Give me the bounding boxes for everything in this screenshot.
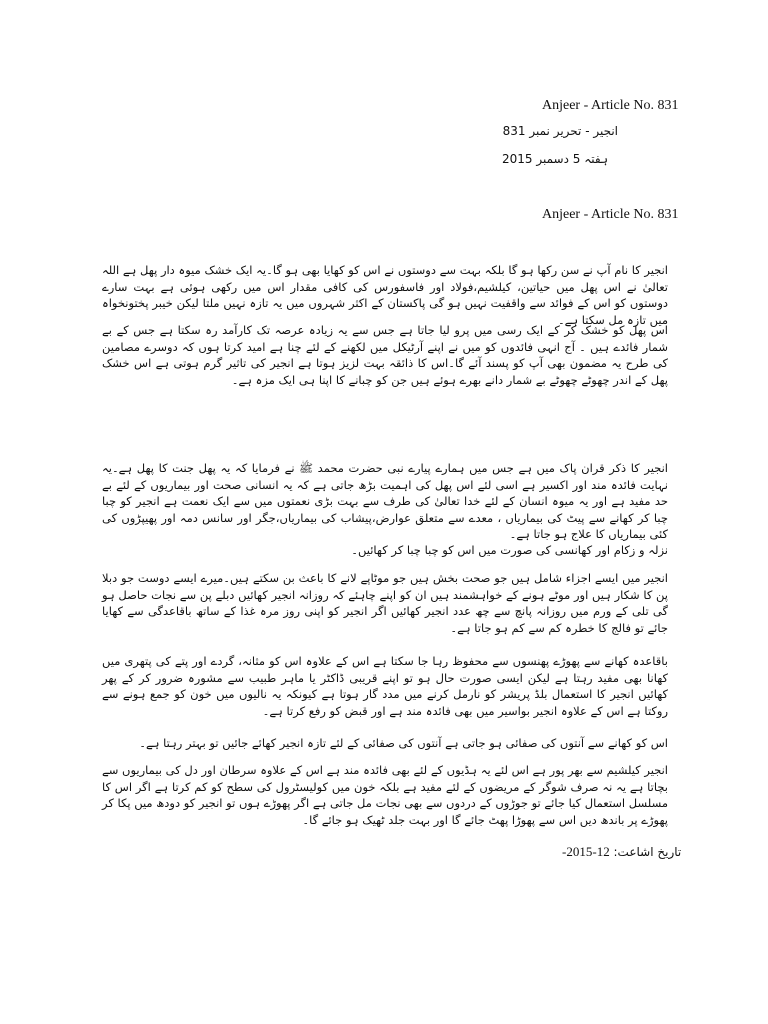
paragraph-2: اس پھل کو خشک کر کے ایک رسی میں پرو لیا جاتا ہے جس سے یہ زیادہ عرصہ تک کارآمد رہ سکتا ہے جس کے بے شمار فائدے ہیں ۔ آج انہی فائدوں کو میں نے اپنے آرٹیکل میں لکھنے کے لئے چنا ہے امید کرتا ہوں کہ دوسرے مصامین کی طرح یہ مضمون بھی آپ کو پسند آئے گا۔اس کا ذائقہ بہت لزیز ہوتا ہے انجیر کی تاثیر گرم ہوتی ہے اس خشک پھل کے اندر چھوٹے چھوٹے بے شمار دانے بھرے ہوئے ہیں جن کو چبانے کا اپنا ہی ایک مزہ ہے۔ <box>102 323 668 387</box>
publish-date-line <box>562 844 681 860</box>
paragraph-6: باقاعدہ کھانے سے پھوڑے پھنسوں سے محفوظ رہا جا سکتا ہے اس کے علاوہ اس کو مثانہ، گردے اور پتے کی پتھری میں کھانا بھی مفید رہتا ہے لیکن ایسی صورت حال ہو تو اپنے قریبی ڈاکٹر یا ماہر طبیب سے مشورہ ضرور کر کے پھر کھائیں انجیر کا استعمال بلڈ پریشر کو نارمل کرنے میں مدد گار ہوتا ہے کیونکہ یہ نالیوں میں خون کو جمع ہونے سے روکتا ہے اس کے علاوہ انجیر بواسیر میں بھی فائدہ مند ہے اور قبض کو رفع کرتا ہے۔ <box>102 654 668 718</box>
article-title-english: Anjeer - Article No. 831 <box>542 98 679 113</box>
article-title-english-repeat: Anjeer - Article No. 831 <box>542 207 679 222</box>
paragraph-5: انجیر میں ایسے اجزاء شامل ہیں جو صحت بخش ہیں جو موٹاپے لانے کا باعث بن سکتے ہیں۔میرے ایسے دوست جو دبلا پن کا شکار ہیں اور موٹے ہونے کے خواہشمند ہیں ان کو اپنے چاہئے کہ روزانہ انجیر کھائیں دبلے پن سے نجات حاصل ہو گی تلی کے ورم میں روزانہ پانچ سے چھ عدد انجیر کھائیں اگر انجیر کو اپنی روز مرہ غذا کے ساتھ باقاعدگی سے کھایا جائے تو فالج کا خطرہ کم سے کم ہو جاتا ہے۔ <box>102 571 668 635</box>
publish-label: تاریخ اشاعت: <box>613 845 682 859</box>
paragraph-1: انجیر کا نام آپ نے سن رکھا ہو گا بلکہ بہت سے دوستوں نے اس کو کھایا بھی ہو گا۔یہ ایک خشک میوہ دار پھل ہے اللہ تعالیٰ نے اس پھل میں حیاتین، کیلشیم،فولاد اور فاسفورس کی کافی مقدار اس میں رکھی ہوئی ہے بہت سارے دوستوں کو اس کے فوائد سے واقفیت نہیں ہو گی پاکستان کے اکثر شہروں میں یہ تازہ نہیں ملتا لیکن خیبر پختونخواہ میں تازہ مل سکتا ہے۔ <box>102 263 668 327</box>
publish-date: 12-2015- <box>562 844 610 859</box>
paragraph-4: نزلہ و زکام اور کھانسی کی صورت میں اس کو چبا چبا کر کھائیں۔ <box>351 543 668 557</box>
paragraph-3: انجیر کا ذکر قران پاک میں ہے جس میں ہمارے پیارے نبی حضرت محمد ﷺ نے فرمایا کہ یہ پھل جنت کا پھل ہے۔یہ نہایت فائدہ مند اور اکسیر ہے اسی لئے اس پھل کی اہمیت بڑھ جاتی ہے کہ یہ انسانی صحت اور بیماریوں کے لئے بے حد مفید ہے اور یہ میوہ انسان کے لئے خدا تعالیٰ کی طرف سے بہت بڑی نعمتوں میں سے ایک نعمت ہے انجیر کو چبا چبا کر کھانے سے پیٹ کی بیماریاں ، معدے سے متعلق عوارض،پیشاب کی بیماریاں،جگر اور سانس دمہ اور پھیپڑوں کی کئی بیماریاں کا علاج ہو جاتا ہے۔ <box>102 461 668 541</box>
paragraph-7: اس کو کھانے سے آنتوں کی صفائی ہو جاتی ہے آنتوں کی صفائی کے لئے تازہ انجیر کھائے جائیں تو بہتر رہتا ہے۔ <box>139 736 668 750</box>
article-title-urdu: انجیر - تحریر نمبر 831 <box>502 124 618 138</box>
article-date: ہفتہ 5 دسمبر 2015 <box>502 152 608 166</box>
paragraph-8: انجیر کیلشیم سے بھر پور ہے اس لئے یہ ہڈیوں کے لئے بھی فائدہ مند ہے اس کے علاوہ سرطان اور دل کی بیماریوں سے بچاتا ہے یہ نہ صرف شوگر کے مریضوں کے لئے مفید ہے بلکہ خون میں کولیسٹرول کی سطح کو کم کرتا ہے اگر اس کا مسلسل استعمال کیا جائے تو جوڑوں کے دردوں سے بھی نجات مل جاتی ہے اگر پھوڑے ہوں تو انجیر کو دودھ میں پکا کر پھوڑے پر باندھ دیں اس سے پھوڑا پھٹ جائے گا اور بہت جلد ٹھیک ہو جائے گا۔ <box>102 763 668 827</box>
